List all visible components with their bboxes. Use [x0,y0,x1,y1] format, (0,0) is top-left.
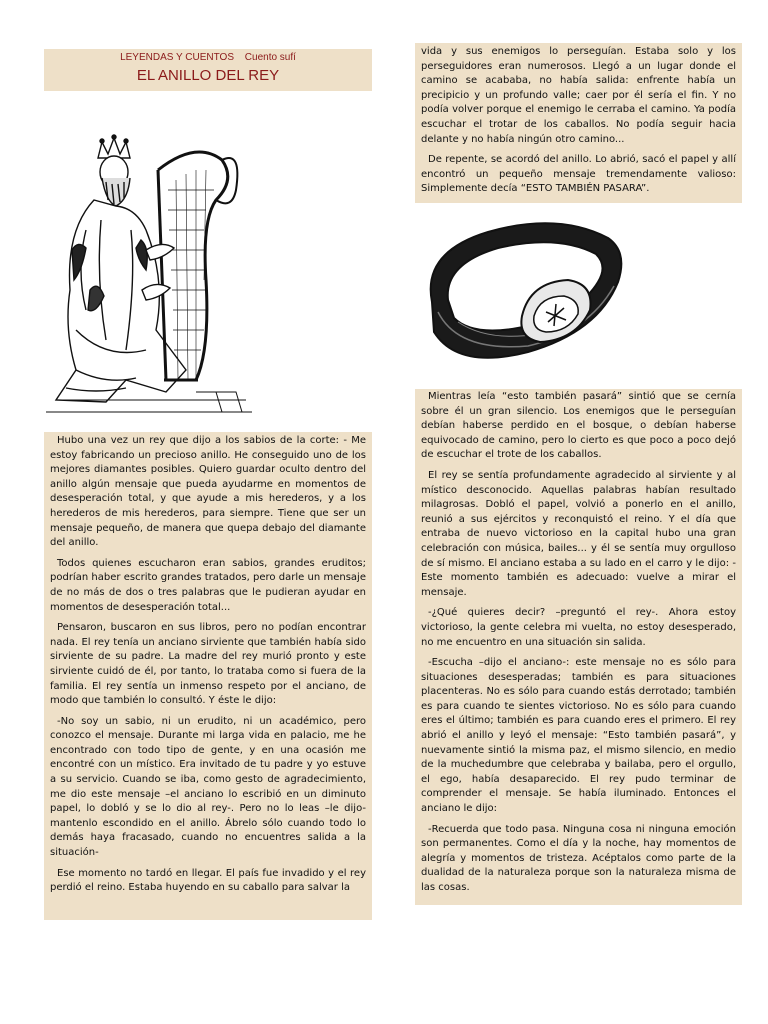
paragraph: Todos quienes escucharon eran sabios, grandes eruditos; podrían haber escrito grandes tratados, pero darle un mensaje de no más de dos o tres palabras que le pudieran ayudar en momentos de desesperación total... [50,557,366,613]
story-column-right-top [415,43,742,203]
paragraph: -¿Qué quieres decir? –preguntó el rey-. Ahora estoy victorioso, la gente celebra mi vuelta, no estoy desesperado, no me encuentro en una situación sin salida. [421,607,736,648]
story-column-right-bottom [415,389,742,905]
paragraph: vida y sus enemigos lo perseguían. Estaba solo y los perseguidores eran numerosos. Llegó a un lugar donde el camino se acababa, no había salida: enfrente había un precipicio y un profundo valle; caer por él sería el fin. Y no podía volver porque el enemigo le cerraba el camino. Ya podía escuchar el trotar de los caballos. No podía seguir hacia delante y no había ningún otro camino... [421,46,736,145]
paragraph: Pensaron, buscaron en sus libros, pero no podían encontrar nada. El rey tenía un anciano sirviente que también había sido sirviente de su padre. La madre del rey murió pronto y este sirviente cuidó de él, por tanto, lo trataba como si fuera de la familia. El rey sentía un inmenso respeto por el anciano, de modo que también lo consultó. Y éste le dijo: [50,622,366,707]
ring-illustration [418,212,628,370]
paragraph: Mientras leía “esto también pasará” sintió que se cernía sobre él un gran silencio. Los enemigos que le perseguían debían haberse perdido en el bosque, o debían haberse equivocado de camino, pero lo cierto es que poco a poco dejó de escuchar el trote de los caballos. [421,391,736,461]
article-header [44,49,372,91]
paragraph: -Escucha –dijo el anciano-: este mensaje no es sólo para situaciones desesperadas; también es para situaciones placenteras. No es sólo para cuando estás derrotado; también es para cuando te sientes victorioso. No es sólo para cuando eres el último; también es para cuando eres el primero. El rey abrió el anillo y leyó el mensaje: “Esto también pasará”, y nuevamente sintió la misma paz, el mismo silencio, en medio de la muchedumbre que celebraba y bailaba, pero el orgullo, el ego, había desaparecido. El rey pudo terminar de comprender el mensaje. Se había iluminado. Entonces el anciano le dijo: [421,657,736,815]
paragraph: De repente, se acordó del anillo. Lo abrió, sacó el papel y allí encontró un pequeño mensaje tremendamente valioso: Simplemente decía “ESTO TAMBIÉN PASARA”. [421,154,736,195]
paragraph: El rey se sentía profundamente agradecido al sirviente y al místico desconocido. Aquellas palabras habían resultado milagrosas. Dobló el papel, volvió a ponerlo en el anillo, reunió a sus ejércitos y reconquistó el reino. Y el día que entraba de nuevo victorioso en la capital hubo una gran celebración con música, bailes... y él se sentía muy orgulloso de sí mismo. El anciano estaba a su lado en el carro y le dijo: -Este momento también es adecuado: vuelve a mirar el mensaje. [421,469,736,598]
king-with-harp-illustration [46,130,252,420]
header-kicker [44,52,372,63]
paragraph: -No soy un sabio, ni un erudito, ni un académico, pero conozco el mensaje. Durante mi larga vida en palacio, me he encontrado con todo tipo de gente, y en una ocasión me encontré con un místico. Era invitado de tu padre y yo estuve a su servicio. Cuando se iba, como gesto de agradecimiento, me dio este mensaje –el anciano lo escribió en un diminuto papel, lo dobló y se lo dio al rey-. Pero no lo leas –le dijo- mantenlo escondido en el anillo. Ábrelo sólo cuando todo lo demás haya fracasado, cuando no encuentres salida a la situación- [50,715,366,859]
category-label: Cuento sufí [244,52,296,63]
paragraph: -Recuerda que todo pasa. Ninguna cosa ni ninguna emoción son permanentes. Como el día y la noche, hay momentos de alegría y momentos de tristeza. Acéptalos como parte de la dualidad de la naturaleza porque son la naturaleza misma de las cosas. [421,823,736,893]
paragraph: Ese momento no tardó en llegar. El país fue invadido y el rey perdió el reino. Estaba huyendo en su caballo para salvar la [50,867,366,894]
story-column-left [44,432,372,920]
paragraph: Hubo una vez un rey que dijo a los sabios de la corte: - Me estoy fabricando un precioso anillo. He conseguido uno de los mejores diamantes posibles. Quiero guardar oculto dentro del anillo algún mensaje que pueda ayudarme en momentos de desesperación total, y que ayude a mis herederos, y a los herederos de mis herederos, para siempre. Tiene que ser un mensaje pequeño, de manera que quepa debajo del diamante del anillo. [50,435,366,549]
page-title: EL ANILLO DEL REY [136,67,280,84]
section-label: LEYENDAS Y CUENTOS [120,52,234,63]
